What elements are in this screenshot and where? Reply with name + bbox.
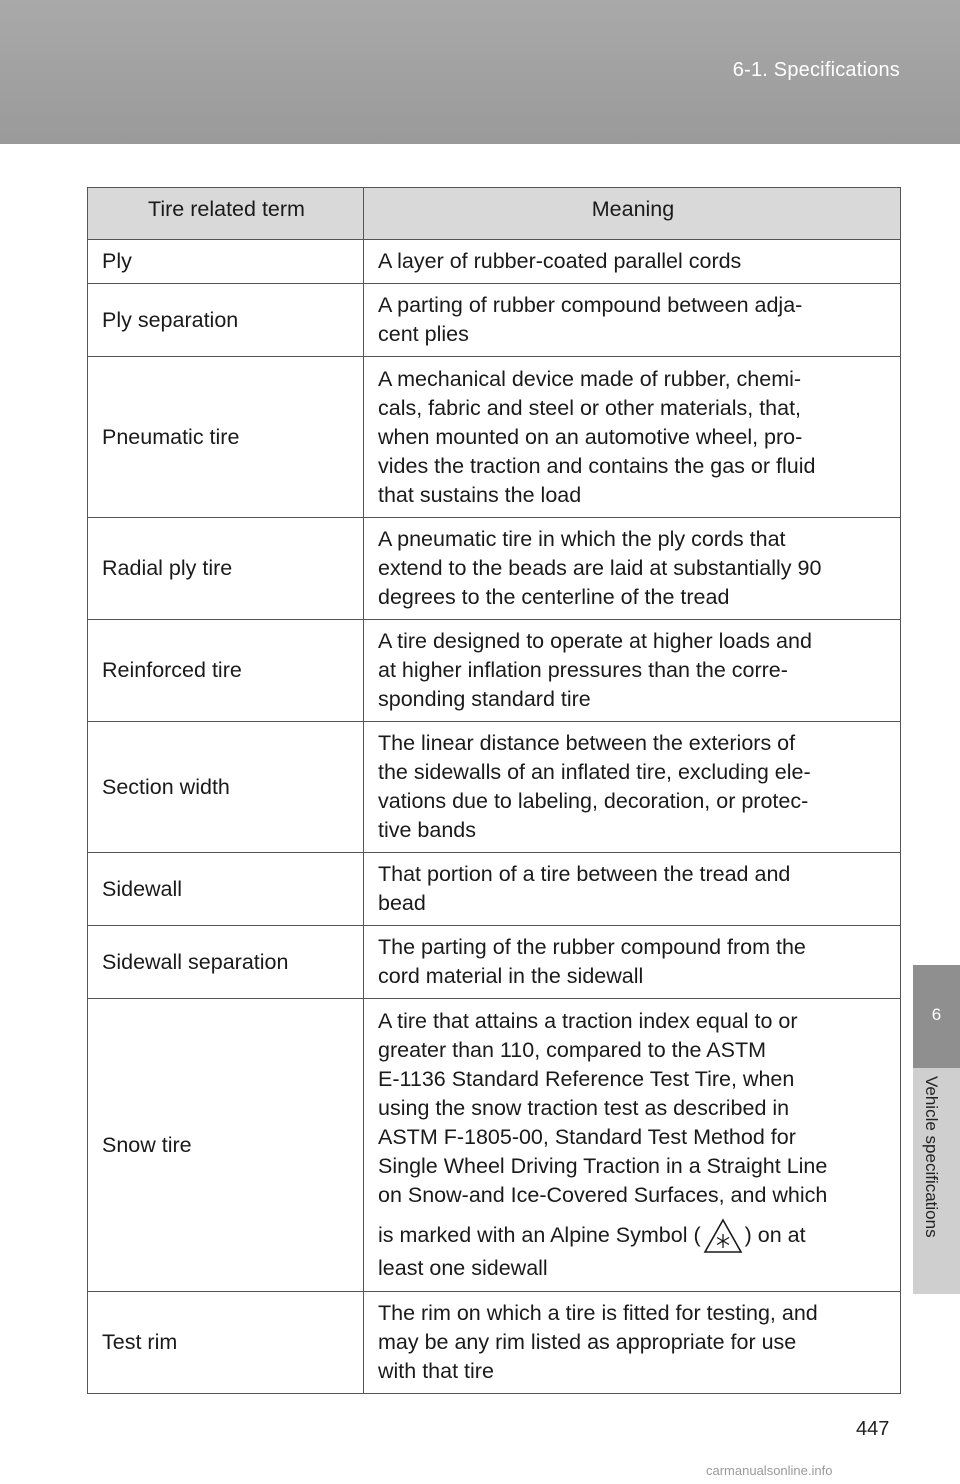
term-cell: Sidewall separation	[88, 926, 364, 999]
table-row	[88, 240, 901, 284]
table-row	[88, 926, 901, 999]
term-cell: Radial ply tire	[88, 518, 364, 620]
chapter-label: Vehicle specifications	[922, 1076, 941, 1238]
column-header-meaning: Meaning	[364, 188, 901, 240]
table-row	[88, 620, 901, 722]
meaning-cell: The parting of the rubber compound from the cord material in the sidewall	[364, 926, 901, 999]
meaning-cell: A pneumatic tire in which the ply cords that extend to the beads are laid at substantially 90 degrees to the centerline of the tread	[364, 518, 901, 620]
term-cell: Reinforced tire	[88, 620, 364, 722]
meaning-cell: A tire designed to operate at higher loads and at higher inflation pressures than the corre- sponding standard tire	[364, 620, 901, 722]
meaning-cell: The rim on which a tire is fitted for testing, and may be any rim listed as appropriate for use with that tire	[364, 1292, 901, 1394]
meaning-cell: The linear distance between the exteriors of the sidewalls of an inflated tire, excluding ele- vations due to labeling, decoration, or protec- tive bands	[364, 722, 901, 853]
alpine-symbol-icon	[703, 1218, 743, 1254]
chapter-number: 6	[931, 1005, 942, 1024]
page-number: 447	[856, 1418, 890, 1440]
term-cell: Ply separation	[88, 284, 364, 357]
table-row	[88, 1292, 901, 1394]
meaning-cell: A mechanical device made of rubber, chemi- cals, fabric and steel or other materials, that, when mounted on an automotive wheel, pro- vides the traction and contains the gas or fluid that sustains the load	[364, 357, 901, 518]
page-header	[0, 0, 960, 144]
watermark: carmanualsonline.info	[706, 1463, 833, 1478]
term-cell: Snow tire	[88, 999, 364, 1292]
meaning-cell: That portion of a tire between the tread and bead	[364, 853, 901, 926]
meaning-text: A tire that attains a traction index equal to or greater than 110, compared to the ASTM E-1136 Standard Reference Test Tire, when using the snow traction test as described in ASTM F-1805-00, Standard Test Method for Single Wheel Driving Traction in a Straight Line on Snow-and Ice-Covered Surfaces, and which	[378, 1008, 828, 1207]
table-row	[88, 999, 901, 1292]
term-cell: Pneumatic tire	[88, 357, 364, 518]
table-row	[88, 853, 901, 926]
term-cell: Test rim	[88, 1292, 364, 1394]
term-cell: Sidewall	[88, 853, 364, 926]
meaning-cell: A layer of rubber-coated parallel cords	[364, 240, 901, 284]
meaning-text: least one sidewall	[378, 1256, 548, 1281]
meaning-text-line	[378, 1216, 888, 1254]
meaning-cell: A parting of rubber compound between adja- cent plies	[364, 284, 901, 357]
term-cell: Section width	[88, 722, 364, 853]
section-title: 6-1. Specifications	[732, 59, 900, 81]
column-header-term: Tire related term	[88, 188, 364, 240]
table-row	[88, 284, 901, 357]
term-cell: Ply	[88, 240, 364, 284]
meaning-text: ) on at	[744, 1222, 806, 1247]
table-row	[88, 722, 901, 853]
meaning-cell	[364, 999, 901, 1292]
tire-terms-table	[87, 187, 901, 1394]
table-row	[88, 518, 901, 620]
table-header-row	[88, 188, 901, 240]
meaning-text: is marked with an Alpine Symbol (	[378, 1222, 701, 1247]
chapter-tab[interactable]	[913, 965, 960, 1068]
table-row	[88, 357, 901, 518]
